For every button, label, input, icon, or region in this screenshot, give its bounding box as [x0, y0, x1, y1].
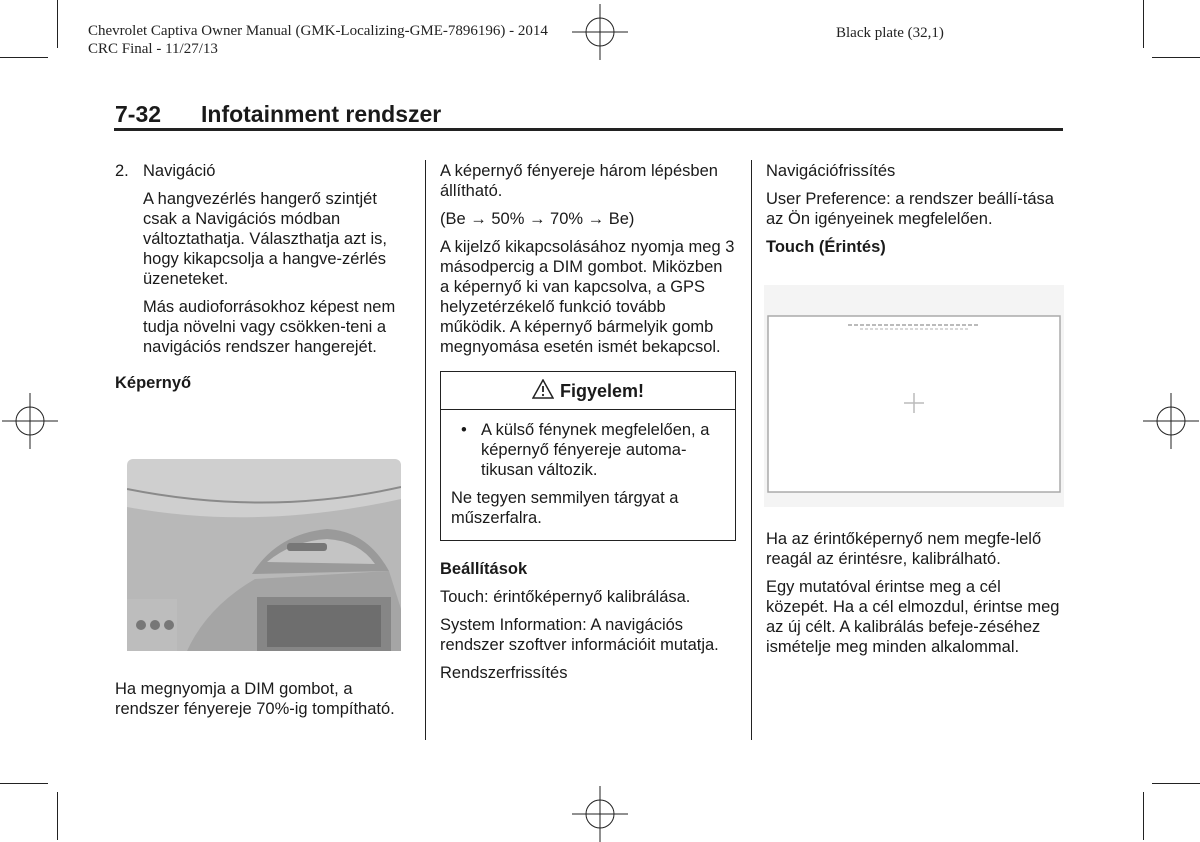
page-number: 7-32: [115, 101, 162, 127]
warning-box: [440, 371, 736, 541]
paragraph: Rendszerfrissítés: [440, 664, 568, 682]
subheading: Touch (Érintés): [766, 238, 886, 256]
paragraph: System Information: A navigációs rendszer szoftver információit mutatja.: [440, 616, 719, 654]
crop-mark-icon: [0, 783, 48, 784]
heading-rule: [114, 128, 1063, 131]
crop-mark-icon: [57, 792, 58, 840]
calibration-screen-image: [764, 285, 1064, 507]
paragraph: Egy mutatóval érintse meg a cél közepét. Ha a cél elmozdul, érintse meg az új célt. A kalibrálás befeje-zéséhez ismételje meg minden alkalommal.: [766, 578, 1060, 656]
dashboard-photo: [127, 459, 401, 651]
subheading: Képernyő: [115, 374, 192, 392]
paragraph: Touch: érintőképernyő kalibrálása.: [440, 588, 691, 606]
paragraph: A kijelző kikapcsolásához nyomja meg 3 másodpercig a DIM gombot. Miközben a képernyő ki van kapcsolva, a GPS helyzetérzékelő funkció tovább működik. A képernyő bármelyik gomb megnyomása esetén ismét bekapcsol.: [440, 238, 735, 356]
print-meta-line1: Chevrolet Captiva Owner Manual (GMK-Localizing-GME-7896196) - 2014: [88, 23, 548, 39]
crop-mark-icon: [1152, 57, 1200, 58]
column-divider: [751, 160, 752, 740]
column-3-lower: [766, 529, 1066, 665]
page-heading: [115, 101, 441, 128]
print-meta-line2: CRC Final - 11/27/13: [88, 41, 218, 57]
warning-triangle-icon: [532, 379, 554, 399]
warning-body: [441, 410, 735, 540]
photo-caption: Ha megnyomja a DIM gombot, a rendszer fényereje 70%-ig tompítható.: [115, 680, 395, 718]
print-meta: [88, 22, 588, 58]
registration-target-icon: [572, 786, 628, 842]
column-2: [440, 161, 736, 691]
item-title: Navigáció: [143, 162, 216, 180]
section-title: Infotainment rendszer: [201, 101, 442, 127]
paragraph: Más audioforrásokhoz képest nem tudja növelni vagy csökken-teni a navigációs rendszer hangerejét.: [143, 298, 396, 356]
warning-text: Ne tegyen semmilyen tárgyat a műszerfalra.: [451, 489, 679, 527]
registration-target-icon: [1, 0, 57, 56]
bullet-icon: •: [461, 421, 467, 439]
plate-label: Black plate (32,1): [836, 25, 944, 41]
warning-bullet: [451, 420, 725, 480]
column-1: [115, 161, 410, 401]
warning-header: [441, 372, 735, 410]
warning-bullet-text: A külső fénynek megfelelően, a képernyő fényereje automa-tikusan változik.: [481, 421, 710, 479]
subheading: Beállítások: [440, 560, 528, 578]
list-item-navigation: [115, 161, 410, 181]
paragraph: (Be → 50% → 70% → Be): [440, 210, 635, 228]
crop-mark-icon: [1143, 0, 1144, 48]
paragraph: A hangvezérlés hangerő szintjét csak a Navigációs módban változtathatja. Választhatja azt is, hogy kikapcsolja a hangve-zérlés üzeneteket.: [143, 190, 387, 288]
paragraph: Navigációfrissítés: [766, 162, 896, 180]
column-divider: [425, 160, 426, 740]
column-3: [766, 161, 1066, 265]
paragraph: A képernyő fényereje három lépésben állítható.: [440, 162, 718, 200]
warning-title: Figyelem!: [559, 381, 645, 401]
crop-mark-icon: [57, 0, 58, 48]
item-number: 2.: [115, 162, 129, 180]
crop-mark-icon: [0, 57, 48, 58]
registration-target-icon: [2, 393, 58, 449]
crop-mark-icon: [1143, 792, 1144, 840]
paragraph: User Preference: a rendszer beállí-tása az Ön igényeinek megfelelően.: [766, 190, 1054, 228]
paragraph: Ha az érintőképernyő nem megfe-lelő reagál az érintésre, kalibrálható.: [766, 530, 1042, 568]
registration-target-icon: [1143, 393, 1199, 449]
crop-mark-icon: [1152, 783, 1200, 784]
